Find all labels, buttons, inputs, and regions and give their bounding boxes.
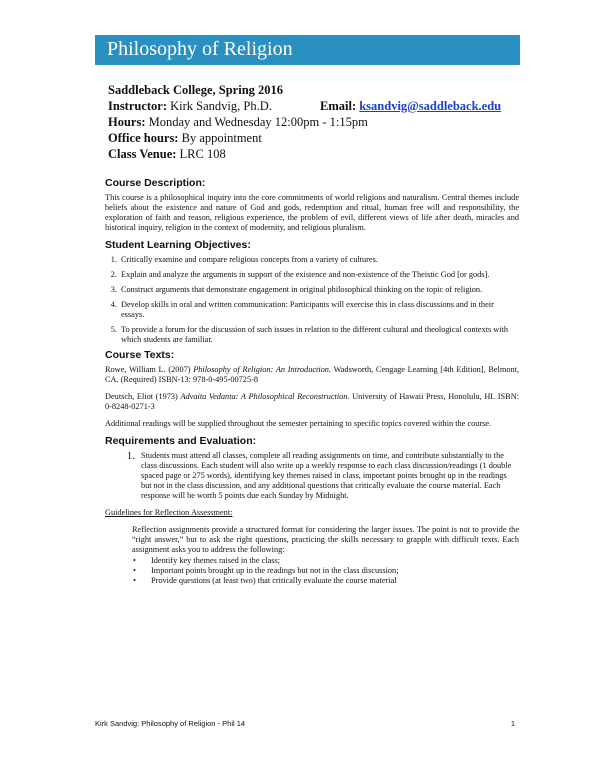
guidelines-title: Guidelines for Reflection Assessment:: [105, 508, 233, 517]
course-info: [108, 82, 502, 162]
hours-line: [108, 114, 368, 130]
texts-heading: Course Texts:: [105, 349, 175, 361]
guidelines-bullets: [132, 556, 519, 586]
requirement-number: 1.: [126, 450, 135, 462]
college-line: [108, 82, 368, 98]
requirement-item: [105, 451, 519, 501]
instructor-label: Instructor:: [108, 99, 168, 113]
page-number: 1: [510, 719, 515, 728]
hours-label: Hours:: [108, 115, 146, 129]
requirement-text: Students must attend all classes, complete all reading assignments on time, and contribute substantially to the class discussions. Each student will also write up a weekly response to each class discussion/readings (1 double spaced page or 275 words), identifying key themes raised in class, important points brought up in the readings but not in the class discussion, and any additional questions that critically evaluate the course material. Each response will be worth 5 points due each Sunday by Midnight.: [141, 451, 512, 500]
venue-label: Class Venue:: [108, 147, 177, 161]
book2-author: Deutsch, Eliot (1973): [105, 392, 181, 401]
office-line: [108, 130, 368, 146]
guidelines-block: [105, 525, 519, 586]
instructor-name: Kirk Sandvig, Ph.D.: [170, 99, 272, 113]
objectives-list: [105, 255, 519, 345]
email-group: [320, 98, 501, 114]
college-name: Saddleback College, Spring 2016: [108, 83, 284, 97]
guideline-bullet: • Identify key themes raised in the class;: [132, 556, 519, 566]
page-title: Philosophy of Religion: [107, 38, 293, 60]
page-footer: [95, 719, 515, 728]
book2-title: Advaita Vedanta: A Philosophical Reconstruction.: [180, 392, 350, 401]
objective-item: 1. Critically examine and compare religious concepts from a variety of cultures.: [119, 255, 519, 265]
book1-title: Philosophy of Religion: An Introduction.: [193, 365, 332, 374]
book1-author: Rowe, William L. (2007): [105, 365, 194, 374]
description-text: This course is a philosophical inquiry into the core commitments of world religions and naturalism. Central themes include beliefs about the existence and nature of God and gods, redemption and ritual, human free will and responsibility, the exploration of faith and reason, religious experience, the problem of evil, different views of life after death, miracles and historical inquiry, religion in the context of modernity, and religious pluralism.: [105, 193, 519, 232]
book1-details: Wadsworth, Cengage Learning [4th Edition], Belmont, CA. (Required) ISBN-13: 978-0-495-00725-8: [105, 365, 519, 384]
office-value: By appointment: [181, 131, 262, 145]
title-banner: [95, 35, 520, 65]
additional-readings: Additional readings will be supplied throughout the semester pertaining to specific topics covered within the course.: [105, 419, 492, 428]
objective-item: 5. To provide a forum for the discussion of such issues in relation to the different cultural and theological contexts with which students are familiar.: [119, 325, 519, 345]
objective-item: 2. Explain and analyze the arguments in support of the existence and non-existence of the Theistic God [or gods].: [119, 270, 519, 280]
venue-line: [108, 146, 368, 162]
email-link[interactable]: ksandvig@saddleback.edu: [359, 99, 502, 113]
objectives-heading: Student Learning Objectives:: [105, 239, 251, 251]
requirements-heading: Requirements and Evaluation:: [105, 435, 257, 447]
office-label: Office hours:: [108, 131, 179, 145]
description-heading: Course Description:: [105, 177, 206, 189]
guideline-bullet: • Important points brought up in the readings but not in the class discussion;: [132, 566, 519, 576]
book-citation-2: [105, 392, 519, 412]
instructor-line: [108, 98, 502, 114]
guideline-bullet: • Provide questions (at least two) that critically evaluate the course material: [132, 576, 519, 586]
hours-value: Monday and Wednesday 12:00pm - 1:15pm: [148, 115, 368, 129]
objective-item: 3. Construct arguments that demonstrate engagement in original philosophical thinking on the topic of religion.: [119, 285, 519, 295]
email-label: Email:: [320, 99, 357, 113]
book2-details: University of Hawaii Press, Honolulu, HI. ISBN: 0-8248-0271-3: [105, 392, 520, 411]
guidelines-text: Reflection assignments provide a structured format for considering the larger issues. The point is not to provide the “right answer,” but to ask the right questions, practicing the skills necessary to grapple with difficult texts. Each assignment asks you to address the following:: [132, 525, 519, 554]
footer-text: Kirk Sandvig: Philosophy of Religion - Phil 14: [95, 719, 246, 728]
book-citation-1: [105, 365, 519, 385]
syllabus-body: [105, 178, 519, 586]
objective-item: 4. Develop skills in oral and written communication: Participants will exercise this in class discussions and in their essays.: [119, 300, 519, 320]
venue-value: LRC 108: [179, 147, 226, 161]
